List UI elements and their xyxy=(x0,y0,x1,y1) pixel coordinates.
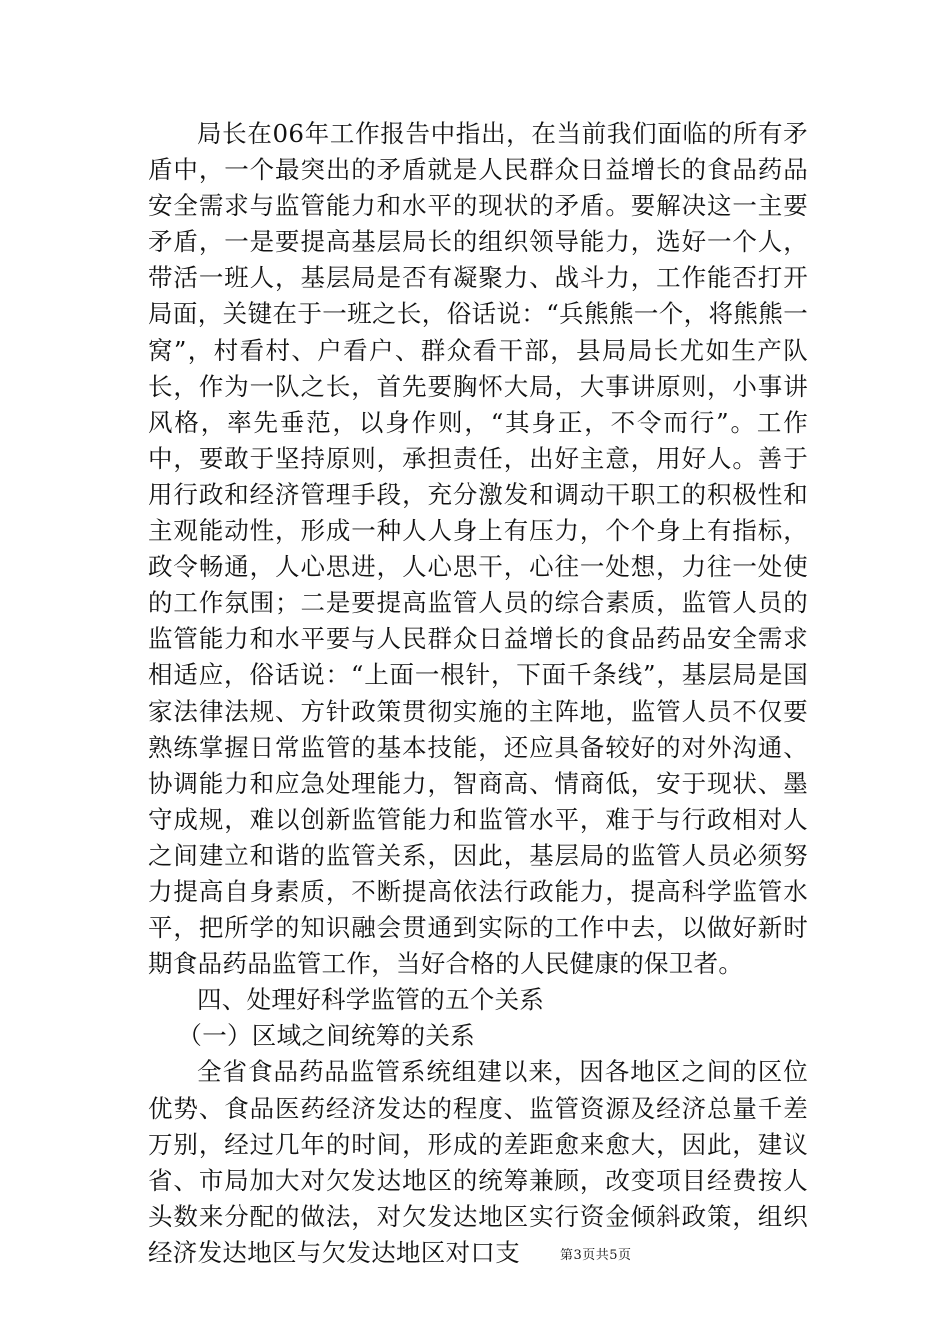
paragraph-2: 全省食品药品监管系统组建以来，因各地区之间的区位优势、食品医药经济发达的程度、监管资源及经济总量千差万别，经过几年的时间，形成的差距愈来愈大，因此，建议省、市局加大对欠发达地区的统筹兼顾，改变项目经费按人头数来分配的做法，对欠发达地区实行资金倾斜政策，组织经济发达地区与欠发达地区对口支 xyxy=(148,1057,808,1267)
section-heading-4: 四、处理好科学监管的五个关系 xyxy=(197,985,545,1015)
subsection-heading-1: （一）区域之间统筹的关系 xyxy=(177,1021,475,1051)
document-body xyxy=(148,116,808,1271)
page-number-footer: 第3页共5页 xyxy=(560,1248,632,1263)
paragraph-1: 局长在06年工作报告中指出，在当前我们面临的所有矛盾中，一个最突出的矛盾就是人民群众日益增长的食品药品安全需求与监管能力和水平的现状的矛盾。要解决这一主要矛盾，一是要提高基层局长的组织领导能力，选好一个人，带活一班人，基层局是否有凝聚力、战斗力，工作能否打开局面，关键在于一班之长，俗话说：“兵熊熊一个，将熊熊一窝”，村看村、户看户、群众看干部，县局局长尤如生产队长，作为一队之长，首先要胸怀大局，大事讲原则，小事讲风格，率先垂范，以身作则，“其身正，不令而行”。工作中，要敢于坚持原则，承担责任，出好主意，用好人。善于用行政和经济管理手段，充分激发和调动干职工的积极性和主观能动性，形成一种人人身上有压力，个个身上有指标，政令畅通，人心思进，人心思干，心往一处想，力往一处使的工作氛围；二是要提高监管人员的综合素质，监管人员的监管能力和水平要与人民群众日益增长的食品药品安全需求相适应，俗话说：“上面一根针，下面千条线”，基层局是国家法律法规、方针政策贯彻实施的主阵地，监管人员不仅要熟练掌握日常监管的基本技能，还应具备较好的对外沟通、协调能力和应急处理能力，智商高、情商低，安于现状、墨守成规，难以创新监管能力和监管水平，难于与行政相对人之间建立和谐的监管关系，因此，基层局的监管人员必须努力提高自身素质，不断提高依法行政能力，提高科学监管水平，把所学的知识融会贯通到实际的工作中去，以做好新时期食品药品监管工作，当好合格的人民健康的保卫者。 xyxy=(148,119,808,979)
